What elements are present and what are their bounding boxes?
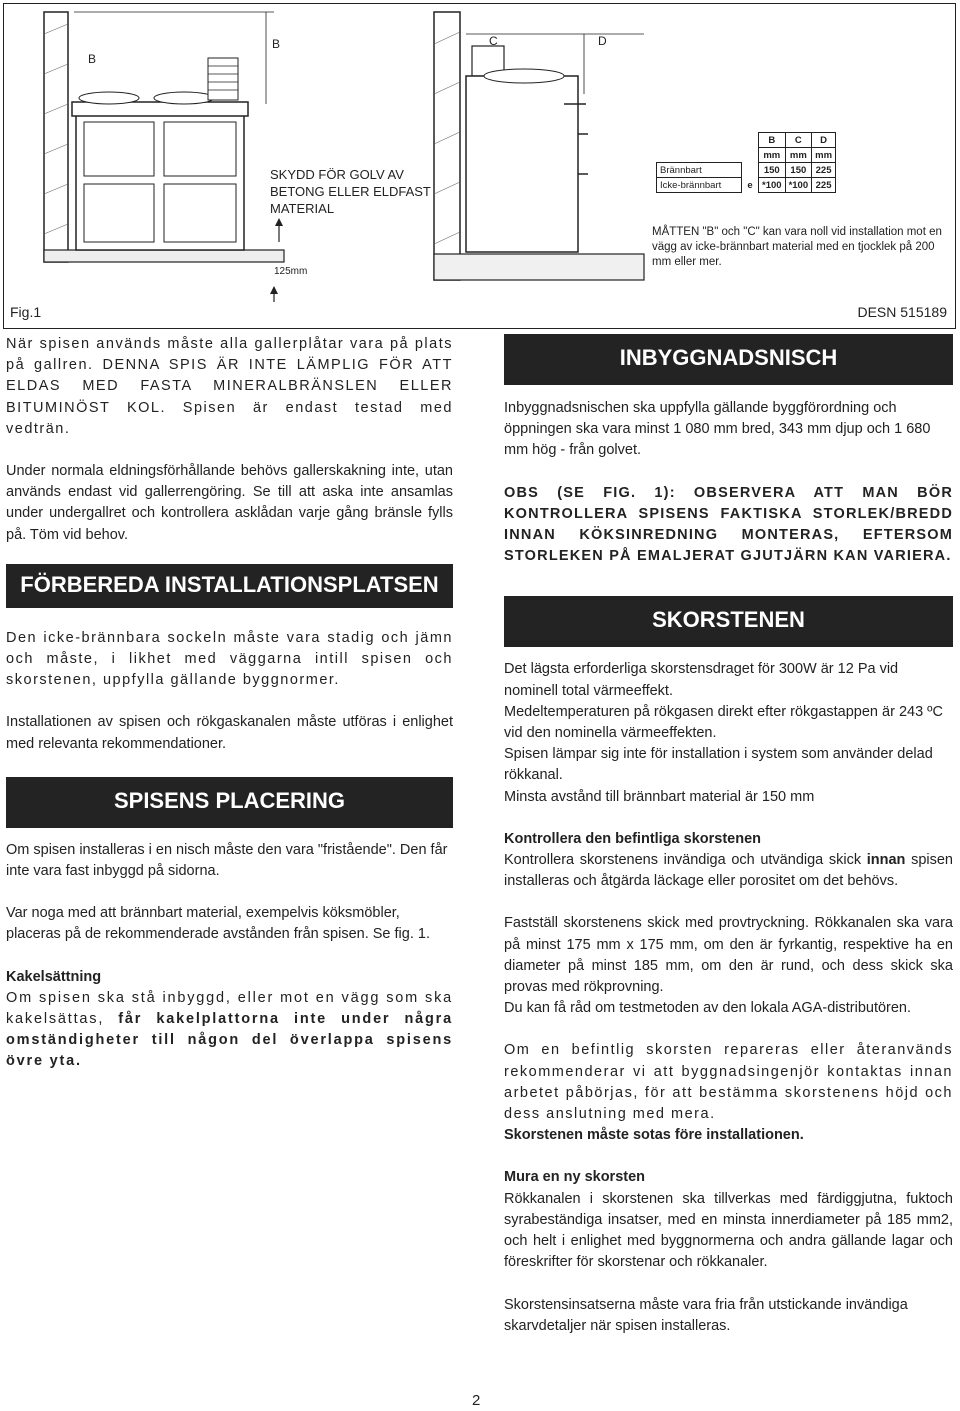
table-cell: *100	[785, 178, 812, 193]
row-label: Brännbart	[657, 163, 742, 178]
notice: OBS (SE FIG. 1): OBSERVERA ATT MAN BÖR KONTROLLERA SPISENS FAKTISKA STORLEK/BREDD INNAN KÖKSINREDNING MONTERAS, EFTERSOM STORLEKEN PÅ EMALJERAT GJUTJÄRN KAN VARIERA.	[504, 484, 953, 565]
paragraph: Inbyggnadsnischen ska uppfylla gällande byggförordning och öppningen ska vara minst 1 080 mm bred, 343 mm djup och 1 680 mm hög - från golvet.	[504, 400, 931, 459]
section-heading: SKORSTENEN	[504, 596, 953, 645]
paragraph: Det lägsta erforderliga skorstensdraget för 300W är 12 Pa vid nominell total värmeeffekt.	[504, 661, 899, 699]
left-column	[6, 334, 453, 1073]
subheading: Mura en ny skorsten	[504, 1169, 646, 1186]
paragraph: När spisen används måste alla gallerplåtar vara på plats på gallren. DENNA SPIS ÄR INTE LÄMPLIG FÖR ATT ELDAS MED FASTA MINERALBRÄNSLEN ELLER BITUMINÖST KOL. Spisen är endast testad med vedträn.	[6, 336, 453, 437]
table-cell: 225	[812, 178, 836, 193]
table-unit: mm	[759, 148, 786, 163]
label-d: D	[598, 34, 607, 48]
table-header: C	[785, 133, 812, 148]
subheading: Kakelsättning	[6, 968, 102, 985]
paragraph: Var noga med att brännbart material, exempelvis köksmöbler, placeras på de rekommenderade avstånden från spisen. Se fig. 1.	[6, 905, 430, 943]
row-mark: e	[747, 179, 753, 191]
bold-text: innan	[866, 852, 906, 869]
dimension-note: MÅTTEN "B" och "C" kan vara noll vid installation mot en vägg av icke-brännbart material med en tjocklek på 200 mm eller mer.	[652, 226, 942, 268]
label-b-left: B	[88, 52, 97, 66]
label-c: C	[489, 34, 498, 48]
section-heading-wrap	[6, 777, 453, 828]
subheading: Kontrollera den befintliga skorstenen	[504, 830, 762, 847]
figure-1	[3, 3, 956, 329]
row-mark	[742, 163, 759, 178]
table-row	[657, 163, 836, 178]
table-header: B	[759, 133, 786, 148]
paragraph	[504, 850, 953, 892]
paragraph: Spisen lämpar sig inte för installation i system som använder delad rökkanal.	[504, 746, 933, 784]
section-heading-wrap	[6, 564, 453, 608]
text-span: Kontrollera skorstenens invändiga och utvändiga skick	[504, 852, 867, 869]
right-column	[504, 334, 953, 1337]
table-unit: mm	[812, 148, 836, 163]
label-b-right: B	[272, 37, 281, 51]
table-header: D	[812, 133, 836, 148]
table-unit: mm	[785, 148, 812, 163]
table-cell: 150	[785, 163, 812, 178]
page-number: 2	[472, 1392, 481, 1409]
paragraph: Fastställ skorstenens skick med provtryckning. Rökkanalen ska vara på minst 175 mm x 175 mm, om den är fyrkantig, respektive ha en diameter på minst 185 mm, om den är rund, och dess skick ska provas med rökprovning.	[504, 915, 953, 996]
table-cell: *100	[759, 178, 786, 193]
bold-text: får kakelplattorna inte under några omständigheter till någon del överlappa spisens övre yta.	[6, 1011, 453, 1070]
paragraph: Rökkanalen i skorstenen ska tillverkas med färdiggjutna, fuktoch syrabeständiga insatser, med en minsta innerdiameter på 185 mm2, och helt i enlighet med byggnormerna och andra gällande lagar och föreskrifter för skorstenar och rökkanaler.	[504, 1190, 953, 1271]
paragraph: Under normala eldningsförhållande behövs gallerskakning inte, utan används endast vid gallerrengöring. Se till att aska inte ansamlas under undergallret och kontrollera asklådan varje gång bränsle fylls på. Töm vid behov.	[6, 463, 453, 543]
clearance-table	[656, 132, 836, 193]
figure-number: Fig.1	[10, 304, 42, 320]
warning-line: SKYDD FÖR GOLV AV	[270, 167, 404, 182]
table-cell: 225	[812, 163, 836, 178]
paragraph: Om en befintlig skorsten repareras eller återanvänds rekommenderar vi att byggnadsingenjör kontaktas innan arbetet påbörjas, för att bestämma skorstenens höjd och dess anslutning med mera.	[504, 1042, 953, 1123]
label-125mm: 125mm	[274, 266, 308, 277]
section-heading-wrap	[504, 596, 953, 647]
paragraph: Om spisen installeras i en nisch måste den vara "fristående". Den får inte vara fast inbyggd på sidorna.	[6, 841, 448, 880]
paragraph: Den icke-brännbara sockeln måste vara stadig och jämn och måste, i likhet med väggarna intill spisen och skorstenen, uppfylla gällande byggnormer.	[6, 629, 453, 689]
section-heading: INBYGGNADSNISCH	[504, 334, 953, 383]
paragraph: Du kan få råd om testmetoden av den lokala AGA-distributören.	[504, 1000, 912, 1017]
text-span: Om spisen ska stå inbyggd, eller mot en vägg som ska kakelsättas,	[6, 989, 453, 1028]
table-row	[657, 178, 836, 193]
section-heading: FÖRBEREDA INSTALLATIONSPLATSEN	[6, 564, 453, 606]
text-span: spisen installeras och åtgärda läckage eller porositet om det behövs.	[504, 852, 953, 890]
table-cell: 150	[759, 163, 786, 178]
paragraph	[6, 988, 453, 1073]
paragraph: Skorstenen måste sotas före installationen.	[504, 1127, 804, 1144]
paragraph: Medeltemperaturen på rökgasen direkt efter rökgastappen är 243 ºC vid den nominella värmeeffekten.	[504, 703, 943, 742]
section-heading-wrap	[504, 334, 953, 385]
row-label: Icke-brännbart	[657, 178, 742, 193]
section-heading: SPISENS PLACERING	[6, 777, 453, 826]
warning-line: MATERIAL	[270, 201, 335, 216]
drawing-number: DESN 515189	[857, 304, 947, 320]
warning-line: BETONG ELLER ELDFAST	[270, 184, 431, 199]
floor-protection-text	[270, 166, 431, 217]
paragraph: Installationen av spisen och rökgaskanalen måste utföras i enlighet med relevanta rekommendationer.	[6, 714, 453, 752]
paragraph: Minsta avstånd till brännbart material är 150 mm	[504, 788, 815, 805]
paragraph: Skorstensinsatserna måste vara fria från utstickande invändiga skarvdetaljer när spisen installeras.	[504, 1296, 908, 1334]
